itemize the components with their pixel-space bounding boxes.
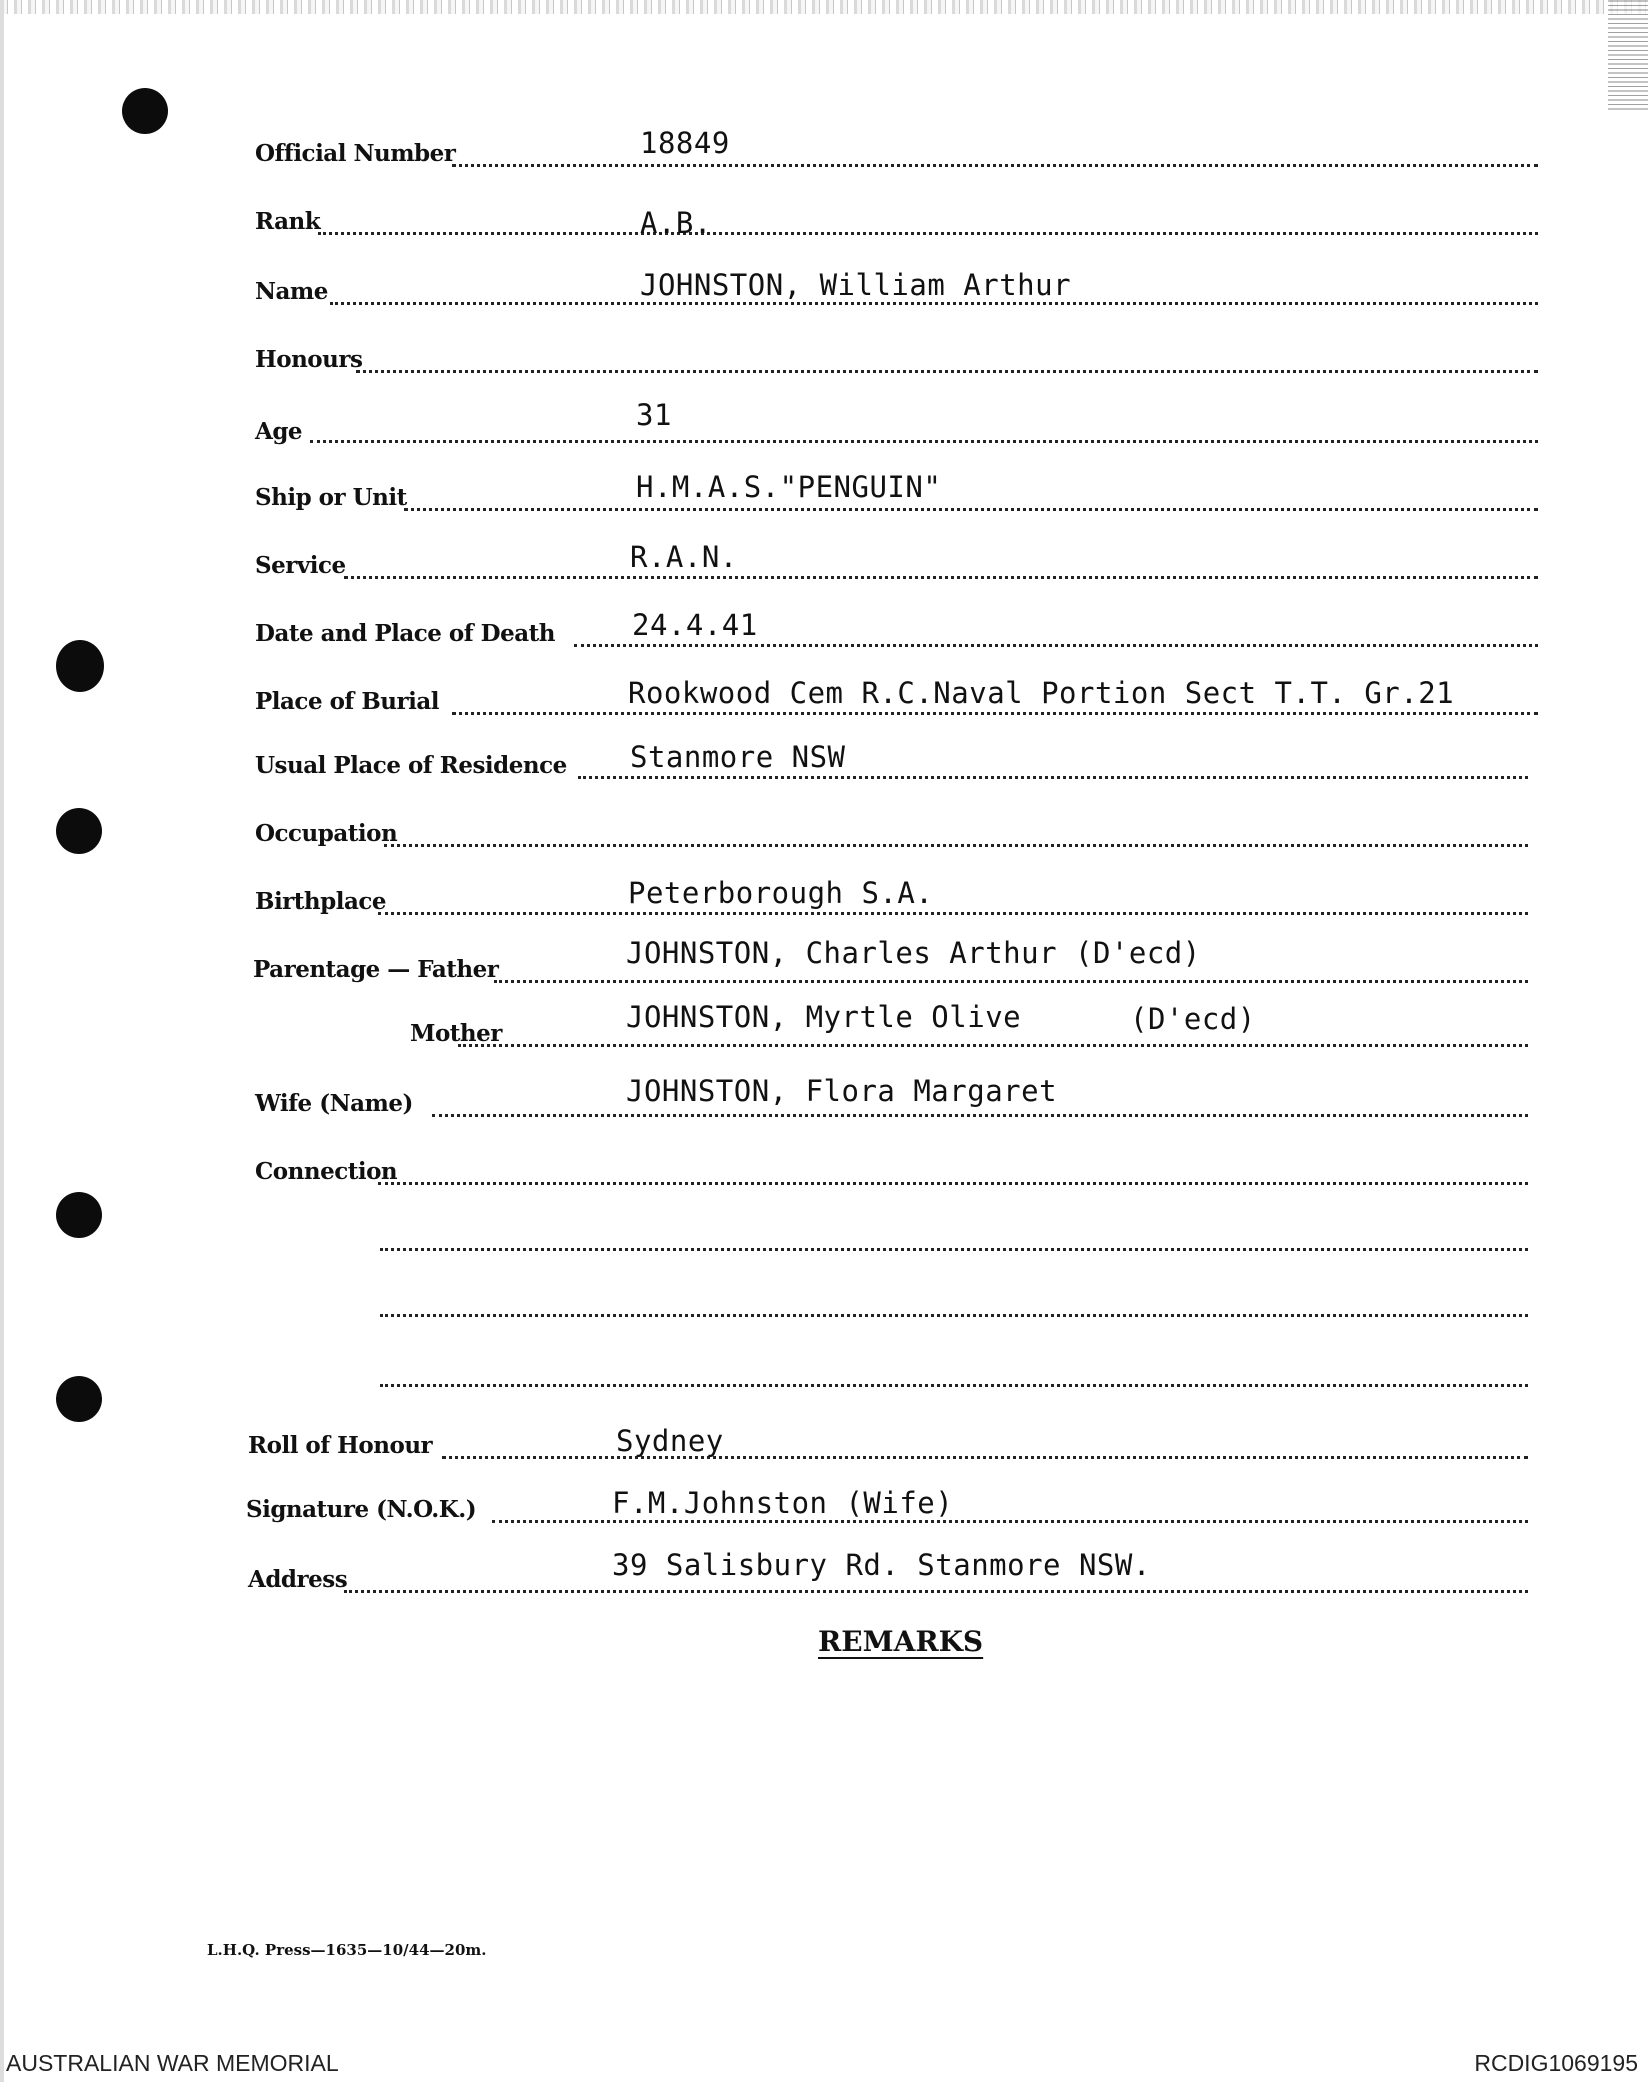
value-place-of-burial: Rookwood Cem R.C.Naval Portion Sect T.T. Gr.21 <box>628 676 1455 710</box>
value-date-place-of-death: 24.4.41 <box>632 608 758 642</box>
value-birthplace: Peterborough S.A. <box>628 876 934 910</box>
dotted-line <box>384 844 1528 847</box>
dotted-line <box>452 164 1538 167</box>
label-rank: Rank <box>255 208 321 235</box>
remarks-heading: REMARKS <box>818 1625 984 1658</box>
value-age: 31 <box>636 398 672 432</box>
value-signature: F.M.Johnston (Wife) <box>612 1486 954 1520</box>
value-name: JOHNSTON, William Arthur <box>640 268 1072 302</box>
value-mother-note: (D'ecd) <box>1130 1002 1256 1036</box>
label-mother: Mother <box>410 1020 502 1047</box>
dotted-line <box>432 1114 1528 1117</box>
dotted-line <box>378 912 1528 915</box>
dotted-line <box>380 1384 1528 1387</box>
value-roll-of-honour: Sydney <box>616 1424 724 1458</box>
label-address: Address <box>248 1566 348 1593</box>
label-usual-residence: Usual Place of Residence <box>255 752 567 779</box>
page-edge <box>0 0 4 2082</box>
label-name: Name <box>255 278 328 305</box>
value-ship-or-unit: H.M.A.S."PENGUIN" <box>636 470 942 504</box>
label-roll-of-honour: Roll of Honour <box>248 1432 433 1459</box>
label-wife: Wife (Name) <box>255 1090 413 1117</box>
label-honours: Honours <box>255 346 363 373</box>
label-occupation: Occupation <box>255 820 398 847</box>
printer-note: L.H.Q. Press—1635—10/44—20m. <box>207 1941 487 1959</box>
value-service: R.A.N. <box>630 540 738 574</box>
dotted-line <box>404 508 1538 511</box>
label-birthplace: Birthplace <box>255 888 387 915</box>
label-father: Parentage — Father <box>253 956 499 983</box>
value-usual-residence: Stanmore NSW <box>630 740 846 774</box>
dotted-line <box>310 440 1538 443</box>
label-age: Age <box>255 418 303 445</box>
dotted-line <box>442 1456 1528 1459</box>
punch-hole <box>122 88 168 134</box>
footer-reference: RCDIG1069195 <box>1474 2050 1638 2076</box>
dotted-line <box>578 776 1528 779</box>
dotted-line <box>380 1314 1528 1317</box>
value-address: 39 Salisbury Rd. Stanmore NSW. <box>612 1548 1151 1582</box>
dotted-line <box>378 1182 1528 1185</box>
dotted-line <box>494 980 1528 983</box>
label-signature: Signature (N.O.K.) <box>246 1496 477 1523</box>
dotted-line <box>344 576 1538 579</box>
label-ship-or-unit: Ship or Unit <box>255 484 407 511</box>
value-mother: JOHNSTON, Myrtle Olive <box>626 1000 1022 1034</box>
footer-institution: AUSTRALIAN WAR MEMORIAL <box>6 2050 339 2076</box>
value-official-number: 18849 <box>640 126 730 160</box>
punch-hole <box>56 1192 102 1238</box>
dotted-line <box>330 302 1538 305</box>
dotted-line <box>380 1248 1528 1251</box>
dotted-line <box>492 1520 1528 1523</box>
value-rank: A.B. <box>640 206 712 240</box>
label-official-number: Official Number <box>255 140 456 167</box>
punch-hole <box>56 640 104 692</box>
label-place-of-burial: Place of Burial <box>255 688 439 715</box>
dotted-line <box>574 644 1538 647</box>
dotted-line <box>458 1044 1528 1047</box>
punch-hole <box>56 808 102 854</box>
label-connection: Connection <box>255 1158 398 1185</box>
punch-hole <box>56 1376 102 1422</box>
dotted-line <box>452 712 1538 715</box>
scan-noise <box>1608 0 1648 110</box>
dotted-line <box>318 232 1538 235</box>
label-service: Service <box>255 552 346 579</box>
value-father: JOHNSTON, Charles Arthur (D'ecd) <box>626 936 1201 970</box>
scan-noise <box>0 0 1648 14</box>
value-wife: JOHNSTON, Flora Margaret <box>626 1074 1058 1108</box>
dotted-line <box>356 370 1538 373</box>
label-date-place-of-death: Date and Place of Death <box>255 620 555 647</box>
dotted-line <box>344 1590 1528 1593</box>
